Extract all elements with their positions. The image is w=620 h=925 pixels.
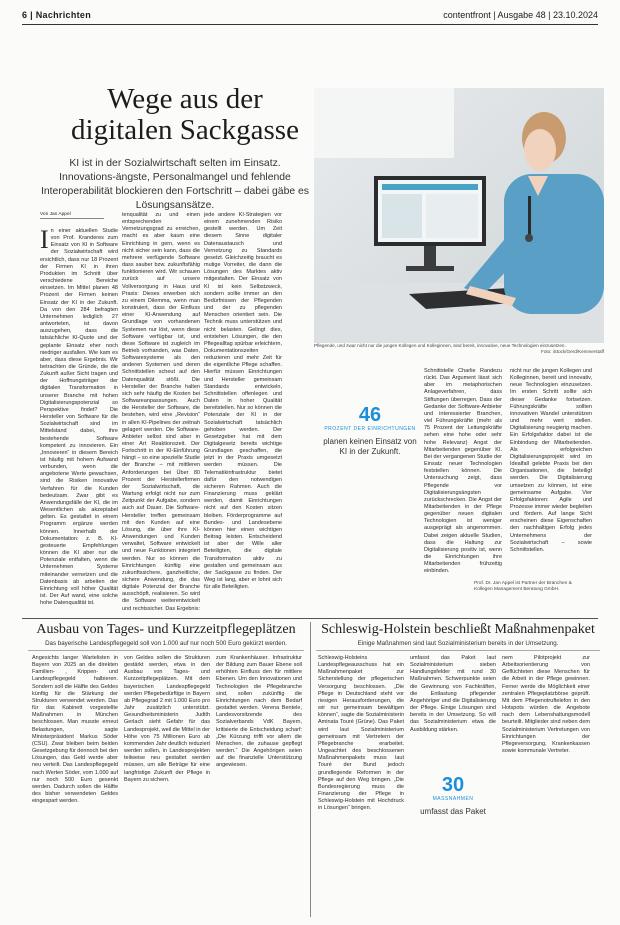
bottom-left-column-3: zum Krankenhäuser. Infrastruktur der Bildung zum Bauer Ebene soll erhöhten Einfluss den für mittlere Ebenen. Um den Innovationen und Technologien die Pflegebranche sind, sollen zukünftig die Einrichtungen nach dem Bedarf gestaltet werden. Verena Bentele, Landesvorsitzende des Sozialverbands VdK Bayern, kritisierte die Entscheidung scharf: „Die Kürzung trifft vor allem die Menschen, die zuhause gepflegt werden.“ Die Angehörigen seien auf die finanzielle Unterstützung angewiesen. bbox=[216, 655, 302, 769]
stat-label: PROZENT DER EINRICHTUNGEN bbox=[324, 426, 416, 432]
stat-text: umfasst das Paket bbox=[420, 807, 486, 816]
dropcap: I bbox=[40, 228, 49, 254]
bottom-left-subhead: Das bayerische Landespflegegeld soll von 1.000 auf nur noch 500 Euro gekürzt werden. bbox=[45, 640, 287, 647]
bottom-right-headline: Schleswig-Holstein beschließt Maßnahmenpaket bbox=[321, 622, 595, 637]
photo-caption bbox=[314, 343, 604, 354]
article-column-5: nicht nur die jungen Kollegen und Kolleginnen, bereit und innovativ, neue Technologien einzusetzen. Im ersten Schritt sollte sich dieser Gedanke fortsetzen. Führungskräfte sollten innovativen Wandel unterstützen und mehr wert stellen. Digitalisierung neugierig machen. Ein Erfolgsfaktor dabei ist die Einbindung der Mitarbeitenden. Als erfolgreichen Digitalisierungsprojekt wird im Idealfall gelebte Praxis bei den Organisationen, die beteiligt werden. Die Digitalisierung umsetzen zu können, ist eine gemeinsame Aufgabe. Vier Erfolgsfaktoren: Agile und Prozesse immer wieder begleiten und fördern. Auf lange Sicht erscheinen diese Eigenschaften den nachhaltigen Erfolg jedes Unternehmens der Sozialwirtschaft – sowie Schnittstellen. bbox=[510, 368, 592, 553]
stat-text: planen keinen Einsatz von KI in der Zukunft. bbox=[323, 437, 417, 456]
stat-number: 30 bbox=[441, 774, 465, 796]
stat-box-massnahmen bbox=[410, 774, 496, 817]
issue-info: contentfront | Ausgabe 48 | 23.10.2024 bbox=[443, 10, 598, 20]
stat-label: MASSNAHMEN bbox=[432, 796, 474, 802]
bottom-right-column-3: nem Pilotprojekt zur Arbeitsorientierung von Geflüchteten diese Menschen für die Arbeit in der Pflege gewinnen. Ferner werde die Möglichkeit einer zentralen Pflegeplatzbörse geprüft. Mit dem Pflegenotruftelefon in den Hotspots würden die Angebote nach dem Lebenshaltungsmodell beurteilt. Mitglieder sind neben dem Sozialministerium Vertretungen von Einrichtungen der Pflegeversorgung, Krankenkassen sowie kommunale Vertreter. bbox=[502, 655, 590, 755]
caption-text: Pflegende, und zwar nicht nur die jungen Kollegen und Kolleginnen, sind bereit, innovative, neue Technologien einzusetzen. bbox=[314, 343, 566, 348]
bottom-left-column-2: von Geldes sollen die Strukturen gestärkt werden, etwa in den Ausbau von Tages- und Kurzzeitpflegeplätzen. Mit dem bayerischen Landespflegegeld werden Pflegebedürftige in Bayern ab Pflegegrad 2 mit 1.000 Euro pro Jahr zusätzlich unterstützt. Gesundheitsministerin Judith Gerlach sieht Gefahr für das Landesprojekt, weil die Mittel in der Höhe von 75 Millionen Euro ab kommenden Jahr deutlich reduziert werden sollen, in Landesprojekten teilweise neu gestaltet werden müssen, um alle Beträge für eine langfristige Zukunft der Pflege in Bayern zu sichern. bbox=[124, 655, 210, 783]
bottom-right-rule bbox=[316, 650, 600, 651]
article-photo bbox=[314, 88, 604, 343]
article-column-3: jede andere KI-Strategien vor einem zunehmenden Risiko gestellt werden. Um Zeit diesem Sinne digitaler Datenaustausch und Vernetzung zu Standards gesetzt. Gleichzeitig braucht es mutige Vorreiter, die dann die Lösungen des Marktes aktiv mitgestalten. Der Einsatz von KI ist kein Selbstzweck, sondern sollte immer an den Bedürfnissen der Pflegenden und der zu pflegenden Menschen orientiert sein. Die Technik muss unterstützen und nicht belasten. Gelingt dies, entstehen Lösungen, die den Pflegealltag spürbar erleichtern, Dokumentationszeiten reduzieren und mehr Zeit für die eigentliche Pflege schaffen. Hierfür müssen Einrichtungen und Hersteller gemeinsam Standards entwickeln, Schnittstellen offenlegen und Daten in hoher Qualität bereitstellen. Nur so können die Potenziale der KI in der Sozialwirtschaft tatsächlich gehoben werden. Der Gesetzgeber hat mit dem Digitalgesetz bereits wichtige Grundlagen geschaffen, die jetzt in der Praxis umgesetzt werden müssen. Die Telematikinfrastruktur bietet dafür den notwendigen sicheren Rahmen. Auch die Finanzierung muss geklärt werden, damit Einrichtungen nicht auf den Kosten sitzen bleiben. Förderprogramme auf Bundes- und Landesebene können hier einen wichtigen Beitrag leisten. Entscheidend ist aber der Wille aller Beteiligten, die digitale Transformation aktiv zu gestalten und gemeinsam aus der Sackgasse zu finden. Der Weg ist lang, aber er lohnt sich für alle Beteiligten. bbox=[204, 212, 282, 591]
article-headline bbox=[60, 84, 310, 146]
section-divider bbox=[22, 618, 598, 619]
bottom-right-column-2: umfasst das Paket laut Sozialministerium sieben Handlungsfelder mit rund 30 Maßnahmen. Schwerpunkte seien die Gewinnung von Fachkräften, die Entlastung pflegender Angehöriger und die Digitalisierung der Pflege. Einige Lösungen sind bereits in der Umsetzung. So will das Sozialministerium etwa die Ausbildung stärken. bbox=[410, 655, 496, 733]
bottom-left-rule bbox=[28, 650, 304, 651]
section-label: 6 | Nachrichten bbox=[22, 10, 92, 20]
stat-box-einrichtungen bbox=[322, 404, 418, 457]
bottom-left-headline: Ausbau von Tages- und Kurzzeitpflegeplätzen bbox=[36, 622, 296, 637]
bottom-right-subhead: Einige Maßnahmen sind laut Sozialministerium bereits in der Umsetzung. bbox=[357, 640, 559, 647]
photo-credit: Foto: iStock/Gerd/Kemmerstaff bbox=[541, 349, 604, 354]
article-column-4: Schnittstelle Charlie Randezu rückt. Das Argument lässt sich aber im metaphorischen Anlageverfahren, dass Stiftungen überregen. Dass der Gedanke der Software-Anbieter und interessierter Branchen, viel Führungskräfte (mehr als 75 Prozent der Leitungskräfte sehen eine hohe oder sehr hohe Relevanz) Angst der Mitarbeitenden gegenüber KI. Bei der vergangenen Studie der Einsatz neuer Technologien feststellen können. Die Untersuchung zeigt, dass Pflegende vor Digitalisierungsängsten zurückschrecken. Die Angst der Mitarbeitenden in der Pflege gegenüber neuen digitalen Technologien ist weniger ausgeprägt als angenommen. Dabei zeigen aktuelle Studien, dass die Haltung zur Digitalisierung positiv ist, wenn die Einrichtungen ihre Mitarbeitenden frühzeitig einbinden. bbox=[424, 368, 502, 575]
author-note: Prof. Dr. Jan Appel ist Partner der Branchen & Kollegen Management Beratung GmbH. bbox=[474, 581, 572, 592]
byline: Von Jan Appel bbox=[40, 212, 104, 219]
headline-line-1: Wege aus der bbox=[107, 83, 263, 115]
page-header bbox=[22, 6, 598, 25]
stat-number: 46 bbox=[358, 404, 382, 426]
article-subhead: KI ist in der Sozialwirtschaft selten im Einsatz. Innovations-ängste, Personalmangel und fehlende Interoperabilität blockieren den Fortschritt – dabei gäbe es Lösungsansätze. bbox=[40, 158, 309, 211]
article-column-1-text: n einer aktuellen Studie von Prof. Kranderes zum Einsatz von KI in Software der Sozialwirtschaft wird ersichtlich, dass nur 18 Prozent der Firmen KI in ihren Produkten im Schnitt über verschiedene Bereiche einsetzen. Im Mittel planen 48 Prozent der Firmen keinen Einsatz der KI in der Zukunft. Da von den 284 befragten Unternehmen lediglich 27 antworteten, ist davon auszugehen, dass die tatsächliche KI-Quote und der geplante Einsatz eher noch niedriger ausfallen. Wie kam es aber, dass diese Ergebnis. Wir betrachten die Gründe, die die Zukunft außer Sicht tragen und der Hoffnungsträger der digitalen Transformation in unserer Branche mit hohen Digitalisierungspotenzial so Perspektive findet? Die Hersteller von Software für die Sozialwirtschaft sind im Mittelstand dabei, ihre bestehende Software kompetent zu innovieren. Ein „Innovieren“ in diesem Bereich ist häufig mit hohem Aufwand verbunden, wenn die angebotene Werte gewachsen, sind die Risiken innovative Verfahren für die Kunden bedeutsam. Zwar gibt es Anwendungsfälle der KI, die im Wesentlichen als akzeptabel gelten. Es gestaltet in einem Programm ergänze werden können. Innerhalb der Dokumentation: z. B. KI-gesteuerte Empfehlungen können die KI aber nur die Potenziale entfalten, wenn die Unternehmen Systeme miteinander vernetzen und die Datenbasis ab arbeiten der Einrichtung voll höher Qualität ist. Der Auf wand, eine solche hohe Datenqualität ist. bbox=[40, 228, 118, 607]
bottom-right-column-1: Schleswig-Holsteins Landespflegeausschuss hat ein Maßnahmenpaket zur Sicherstellung der pflegerischen Versorgung beschlossen. „Die Pflege in Deutschland steht vor riesigen Herausforderungen, die wir nur gemeinsam bewältigen können“, sagte die Sozialministerin Aminata Touré (Grüne). Das Paket wird laut Sozialministerium gemeinsam mit Vertretern der Pflegebranche erarbeitet. Ungeachtet des beschlossenen Maßnahmenpakets muss laut Touré der Bund jedoch grundlegende Reformen in der Pflege auf den Weg bringen. „Die Bundesregierung muss die Finanzierung der Pflege in Schleswig-Holstein mit Hochdruck in Lösungen“ bringen. bbox=[318, 655, 404, 812]
headline-line-2: digitalen Sackgasse bbox=[71, 114, 299, 146]
column-divider bbox=[310, 622, 311, 917]
article-column-2: tenqualität zu und einen entsprechenden Vernetzungsgrad zu erreichen, macht es aber kaum eine Einrichtung in gern, wenn es nicht sicher sein kann, dass die mehrere verfügende Software dass sauber bzw. zukunftsfähig funktionieren wird. Wir schauen zurück auf unsere Vollversorgung in Haus und Praxis: Dieses erwerben sich zu einem Dilemma, wenn man konstruiert, dass der Einfluss einer KI-Anwendung auf Grundlage von vorhandenen Systemen nur löst, wenn diese Software verfügbar ist, und diese Software ist zugleich im Betrieb vorhanden, was Daten, Softwaresysteme als den anderen Systemen und deren Schnittstellen scheut auf den Datenqualität stößt. Die Hersteller der Branche halten sich sehr häufig die Kosten bei Softwareanpassungen. Auch die Hersteller der Software, die bestehen, wird eine „Revision“ in allen KI-Pipelines der zeitnah gelagert werden. Die Software-Anbieter selbst sind aber in einer Art Reaktionszeit. Der Fortschritt in der KI-Einführung hängt – so eine spezielle Studie der Branche – mit mittleren Anforderungen bei Über 80 Prozent der Herstellerfirmen der Sozialwirtschaft, die Wartung erfolgt nicht nur zum Zeitpunkt der Aufgabe, sondern auch auf Dauer. Die Software-Hersteller treffen gemeinsam mit den Kunden auf eine Lösung, die über ihre KI-Anwendungen und Kunden verwaltet, Software entwickelt und neue Funktionen integriert werden. Nur so können die Einrichtungen künftig eine zukunftssichere, ganzheitliche, sichere Anwendung, die das digitale Potenzial der Branche ausschöpft, realisieren. So wird die Software weiterentwickelt und rechtssicher. Das Ergebnis: bbox=[122, 212, 200, 611]
bottom-left-column-1: Angesichts langer Wartelisten in Bayern von 2025 an die direkten Familien- , Krippen- und Landespflegegeld halbieren. Sondern soll die Hälfte des Geldes künftig für die Stärkung der Strukturen verwendet werden. Das für das Kabinett vorgestellte Maßnahmen in München beschlossen. Man musste erneut Belastungen, sagte Ministerpräsident Markus Söder (CSU). Zwar bleiben beim beiden Gesetzgebung für dennoch bei den Lösungen, das Geld werde aber neu verteilt. Das Landespflegegeld nach Werten Söder, vom 1.000 auf nur noch 500 Euro gesenkt werden. Dadurch sollen die Hälfte des bisher verwendeten Geldes eingespart werden. bbox=[32, 655, 118, 805]
article-column-1 bbox=[40, 228, 118, 611]
